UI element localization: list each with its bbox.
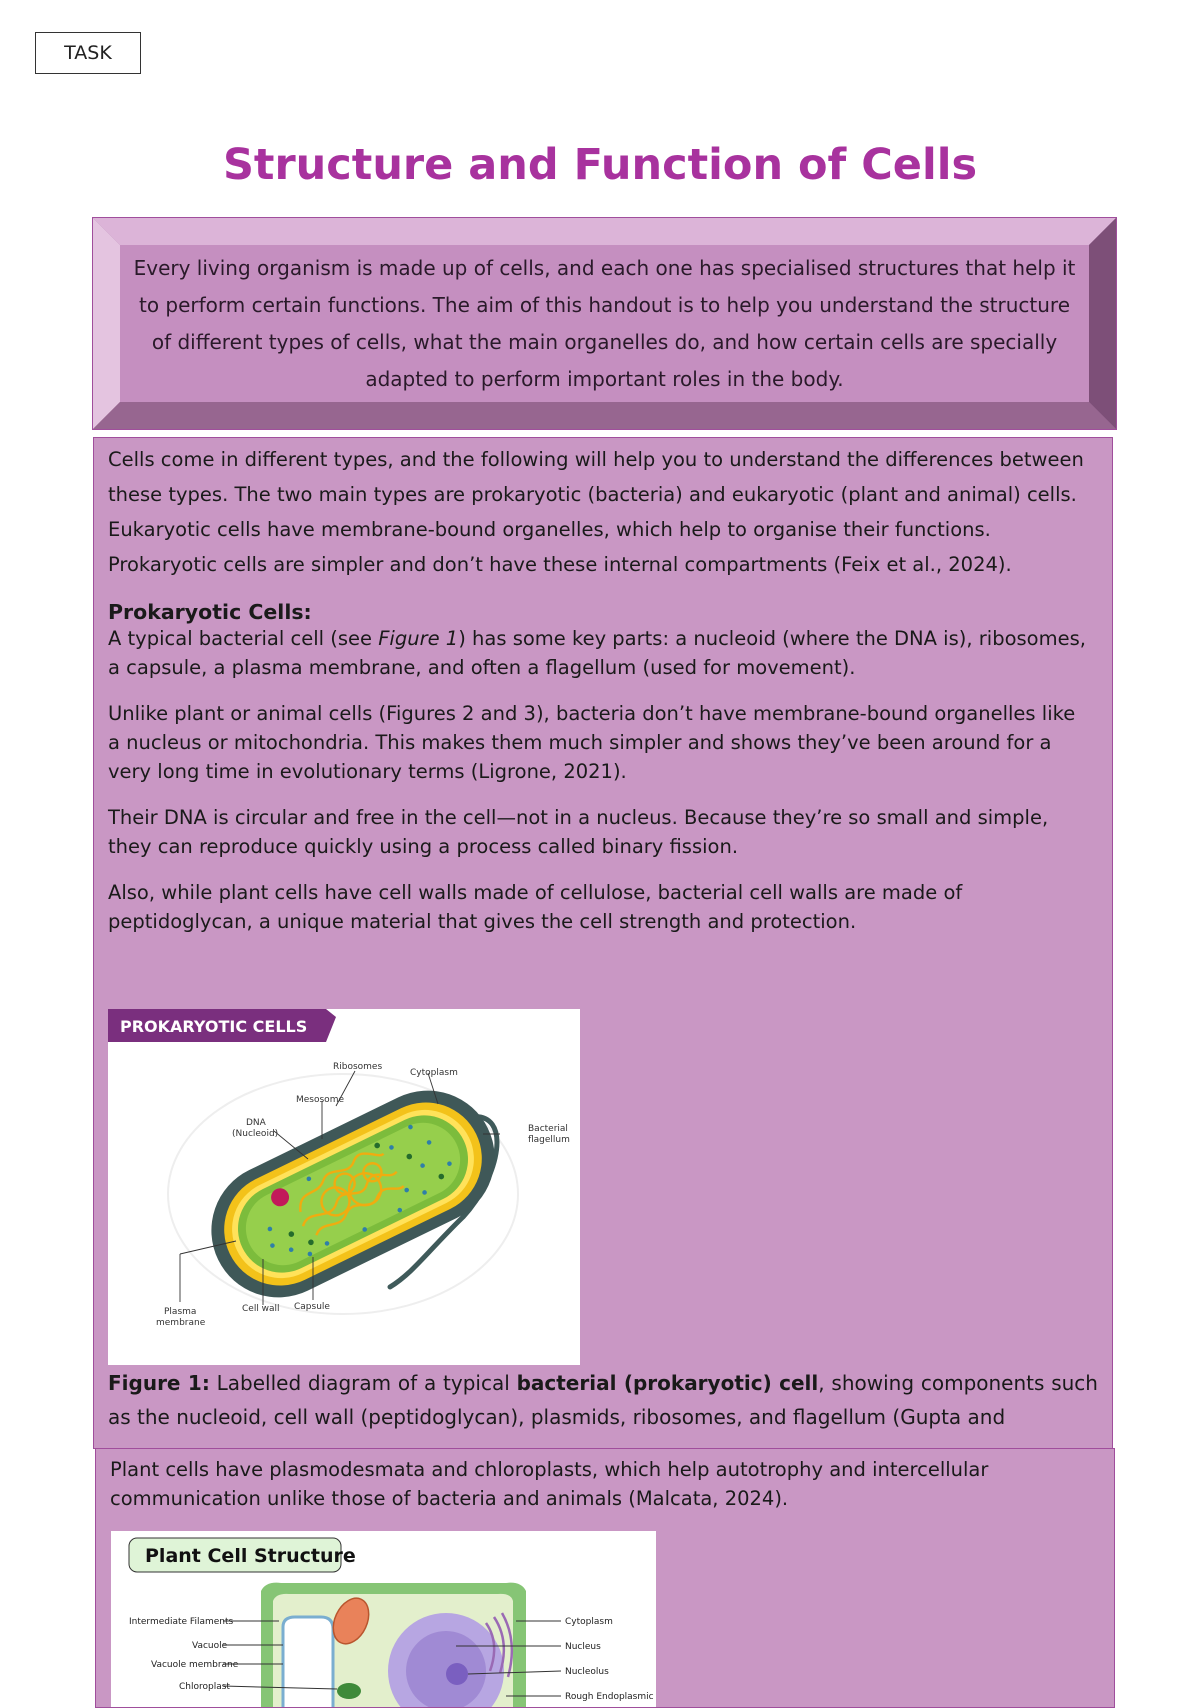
label-mesosome: Mesosome bbox=[296, 1095, 344, 1105]
label-nucleus: Nucleus bbox=[565, 1642, 601, 1652]
paragraph-plant-cells: Plant cells have plasmodesmata and chloroplasts, which help autotrophy and intercellular communication unlike those of bacteria and animals (Malcata, 2024). bbox=[110, 1458, 989, 1510]
plant-cell-diagram bbox=[111, 1531, 656, 1708]
label-cytoplasm: Cytoplasm bbox=[565, 1617, 613, 1627]
paragraph-cell-wall: Also, while plant cells have cell walls made of cellulose, bacterial cell walls are made of peptidoglycan, a unique material that gives the cell strength and protection. bbox=[108, 881, 963, 933]
text: A typical bacterial cell (see bbox=[108, 627, 379, 650]
figure-1-image bbox=[108, 1009, 580, 1365]
text: , showing components such as the nucleoid, cell wall (peptidoglycan), plasmids, ribosomes, and flagellum (Gupta and bbox=[108, 1371, 1098, 1429]
label-intermediate-filaments: Intermediate Filaments bbox=[129, 1617, 234, 1627]
plant-cell-section bbox=[95, 1448, 1115, 1708]
label-flagellum: Bacterial bbox=[528, 1124, 568, 1134]
paragraph-dna: Their DNA is circular and free in the cell—not in a nucleus. Because they’re so small and simple, they can reproduce quickly using a process called binary fission. bbox=[108, 806, 1049, 858]
paragraph-key-parts bbox=[108, 624, 1088, 682]
label-vacuole-membrane: Vacuole membrane bbox=[151, 1660, 239, 1670]
intro-paragraph: Cells come in different types, and the following will help you to understand the differences between these types. The two main types are prokaryotic (bacteria) and eukaryotic (plant and animal) cells. Eukaryotic cells have membrane-bound organelles, which help to organise their functions. Prokaryotic cells are simpler and don’t have these internal compartments (Feix et al., 2024). bbox=[108, 448, 1084, 576]
label-rough-er: Rough Endoplasmic bbox=[565, 1692, 654, 1702]
task-label: TASK bbox=[35, 32, 141, 74]
label-cytoplasm: Cytoplasm bbox=[410, 1068, 458, 1078]
figure-reference: Figure 1 bbox=[378, 627, 459, 650]
label-capsule: Capsule bbox=[294, 1302, 330, 1312]
figure-2-image bbox=[111, 1531, 656, 1708]
label-nucleoid: (Nucleoid) bbox=[232, 1129, 279, 1139]
caption-emphasis: bacterial (prokaryotic) cell bbox=[516, 1371, 819, 1395]
paragraph-organelles: Unlike plant or animal cells (Figures 2 and 3), bacteria don’t have membrane-bound organelles like a nucleus or mitochondria. This makes them much simpler and shows they’ve been around for a very long time in evolutionary terms (Ligrone, 2021). bbox=[108, 702, 1076, 783]
caption-label: Figure 1: bbox=[108, 1371, 210, 1395]
prokaryotic-section bbox=[93, 437, 1113, 1449]
intro-box bbox=[92, 217, 1117, 430]
label-plasma-membrane: Plasma bbox=[164, 1307, 197, 1317]
label-cell-wall: Cell wall bbox=[242, 1304, 280, 1314]
figure-1-banner: PROKARYOTIC CELLS bbox=[120, 1017, 308, 1036]
section-heading-prokaryotic: Prokaryotic Cells: bbox=[108, 600, 312, 624]
figure-2-banner: Plant Cell Structure bbox=[145, 1545, 356, 1567]
label-dna: DNA bbox=[246, 1118, 266, 1128]
text: Labelled diagram of a typical bbox=[209, 1371, 517, 1395]
label-flagellum: flagellum bbox=[528, 1135, 570, 1145]
label-nucleolus: Nucleolus bbox=[565, 1667, 609, 1677]
prokaryotic-cell-diagram bbox=[108, 1009, 580, 1365]
figure-1-caption bbox=[108, 1366, 1098, 1434]
label-ribosomes: Ribosomes bbox=[333, 1062, 383, 1072]
label-vacuole: Vacuole bbox=[192, 1641, 228, 1651]
label-chloroplast: Chloroplast bbox=[179, 1682, 230, 1692]
page-title: Structure and Function of Cells bbox=[222, 140, 978, 190]
intro-text: Every living organism is made up of cells, and each one has specialised structures that help it to perform certain functions. The aim of this handout is to help you understand the structure of different types of cells, what the main organelles do, and how certain cells are specially adapted to perform important roles in the body. bbox=[133, 255, 1076, 391]
text: ) has some key parts: a nucleoid (where the DNA is), ribosomes, a capsule, a plasma membrane, and often a flagellum (used for movement). bbox=[108, 627, 1086, 679]
label-plasma-membrane: membrane bbox=[156, 1318, 206, 1328]
